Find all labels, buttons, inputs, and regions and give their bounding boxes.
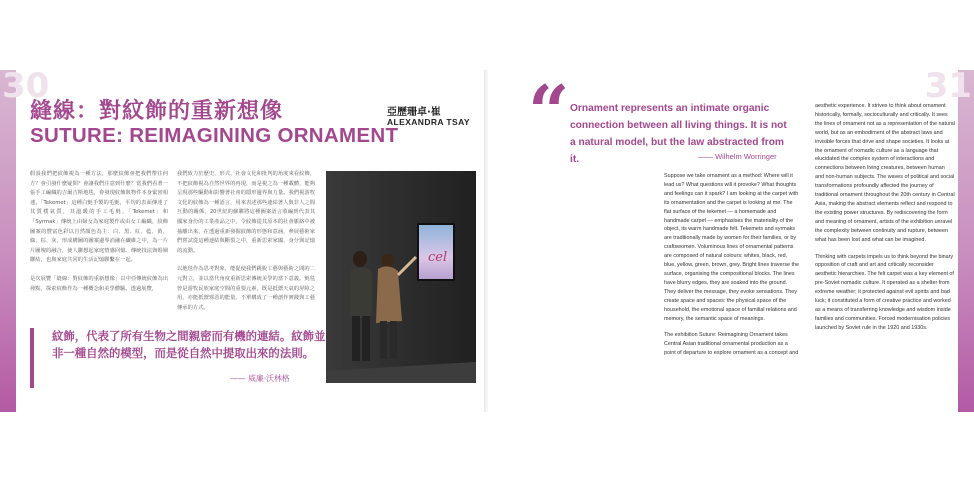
body-paragraph: 假設我們把紋飾視為一種方法，那麼紋飾會把我們帶往何方？會引發什麼疑問？會讓我們注意到什麼？當我們看著一張手工編織的吉爾吉斯地毯，會發現紋飾與物件本身緊密相連。「Tekemet」這種白氈手製的毛氈，平均的表面傳達了其質樸氣質，其溫暖的手工毛氈，「Tekemet」和「Syrmak」傳統上由婦女為家庭製作或由女工編織，紋飾圖案的豐富色彩以自然顏色為主：白、黑、紅、藍、黃、綠、棕、灰，形成構圖的圖案邊界消融在纖維之中，為一片片圖塊的融合，使人聯想起家庭情感回憶、傳統技法與婚姻聯結，也與家庭共同的生活記憶聯繫在一起。 xyxy=(30,171,168,264)
pull-quote-zh-attribution: —— 威廉·沃林格 xyxy=(230,374,290,383)
exhibition-photo xyxy=(326,171,476,383)
exhibition-photo-image xyxy=(326,171,476,383)
left-page xyxy=(0,70,486,412)
left-page-edge xyxy=(0,70,16,412)
article-title-en: SUTURE: REIMAGINING ORNAMENT xyxy=(30,124,399,147)
body-column-zh-2 xyxy=(177,170,315,322)
body-paragraph: 以地毯作為思考對象，能促使我們跳脫工藝與藝術之間的二元對立，並以當代角度重新思索傳統美學的當下意義。氈毯曾是游牧民族家庭空間的重要元素，既是抵禦天氣的屏障之用，亦能抵禦邪惡的能量，不單構成了一種創作實踐與工藝傳承的方式。 xyxy=(177,266,315,311)
right-page-number: 31 xyxy=(924,70,972,106)
screen-text: cel xyxy=(428,250,448,265)
left-page-number: 30 xyxy=(2,70,50,106)
body-column-en-2 xyxy=(815,102,955,341)
pull-quote-zh-text: 紋飾，代表了所有生物之間親密而有機的連結。紋飾並非一種自然的模型，而是從自然中提取出來的法則。 xyxy=(52,329,326,360)
author-name-en: ALEXANDRA TSAY xyxy=(387,117,470,127)
body-paragraph: Thinking with carpets impels us to think beyond the binary opposition of craft and art and critically reconsider aesthetic hierarchies. The felt carpet was a key element of pre-Soviet nomadic culture. It operated as a shelter from extreme weather; it protected against evil spirits and bad luck; it constituted a form of creative practice and worked as a means of transferring knowledge and wisdom inside families and communities. Forced modernisation policies launched by Soviet rule in the 1920 and 1930s. xyxy=(815,253,954,331)
body-paragraph: 我們致力於歷史、形式、社會文化和批判的角度來看紋飾，不把紋飾視為自然世界的再現，而是視之為一種載體，能夠呈現那些驅動和影響著社會的隱形邊界與力量。我們視游牧文化的紋飾為一種語言，用來表述那些連結著人與非人之間互動的關係，20世紀的蘇聯將這種圖案語言收編到代表其國家身份的工業產品之中，令紋飾從其原本的社會脈絡中被抽離出來，在透過重新發掘紋飾的形態和意涵，參展藝術家們嘗試從這種連結與斷裂之中，重新思索家國、身分與記憶的流動。 xyxy=(177,171,315,254)
body-column-zh-1 xyxy=(30,170,168,294)
body-paragraph: 是次展覽「縫線：對紋飾的重新想像」以中亞傳統紋飾為出發點，探索紋飾作為一種概念和美學體驗。透過展覽， xyxy=(30,275,168,292)
magazine-spread xyxy=(0,70,974,412)
pull-quote-en-attribution: —— Wilhelm Worringer xyxy=(698,152,777,161)
body-column-en-1 xyxy=(664,172,800,366)
quote-bar xyxy=(30,328,34,388)
right-page xyxy=(488,70,974,412)
right-page-edge xyxy=(958,70,974,412)
body-paragraph: aesthetic experience. It strives to think about ornament historically, formally, socioculturally and critically. It sees the lines of ornament not as a representation of the natural world, but as an embodiment of the abstract laws and invisible forces that drive and shape societies. It looks at the ornament of nomadic culture as a language that elucidated the complex system of interactions and connections between living creatures, between human and non-human subjects. The waves of political and social transformations profoundly affected the journey of traditional ornament throughout the 20th century in Central Asia, making the abstract elements reflect and respond to the existing power structures. By rediscovering the form and meaning of ornament, artists of the exhibition unravel the complexity between continuity and rupture, between what has been lost and what can be imagined. xyxy=(815,103,955,243)
quote-mark-icon: “ xyxy=(528,70,570,154)
body-paragraph: The exhibition Suture: Reimagining Ornament takes Central Asian traditional ornamental production as a point of departure to explore ornament as a concept and xyxy=(664,332,799,357)
author-name-zh: 亞歷珊卓·崔 xyxy=(387,107,441,118)
pull-quote-en-text: Ornament represents an intimate organic connection between all living things. It is not a natural model, but the law abstracted from it. xyxy=(570,103,787,165)
pull-quote-zh xyxy=(30,328,326,390)
body-paragraph: Suppose we take ornament as a method: Where will it lead us? What questions will it provoke? What thoughts and feelings can it spark? I am looking at the carpet with its ornamentation and the carpet is looking at me. The flat surface of the tekemet — a homemade and handmade carpet — emphasises the materiality of the object, its warm handmade felt. Tekemets and syrmaks are traditionally made by women for their families, or by craftswomen. Voluminous lines of ornamental patterns are composed of natural colours: whites, black, red, blue, yellow, green, brown, grey. Bright lines traverse the surface, organising the compositional blocks. The lines have blurry edges, they are soaked into the ground. They deliver the message, they evoke sensations. They create space and spaces: the physical space of the household, the emotional space of familial relations and memory, the semantic space of meanings. xyxy=(664,173,800,322)
article-title-zh: 縫線：對紋飾的重新想像 xyxy=(30,99,284,124)
